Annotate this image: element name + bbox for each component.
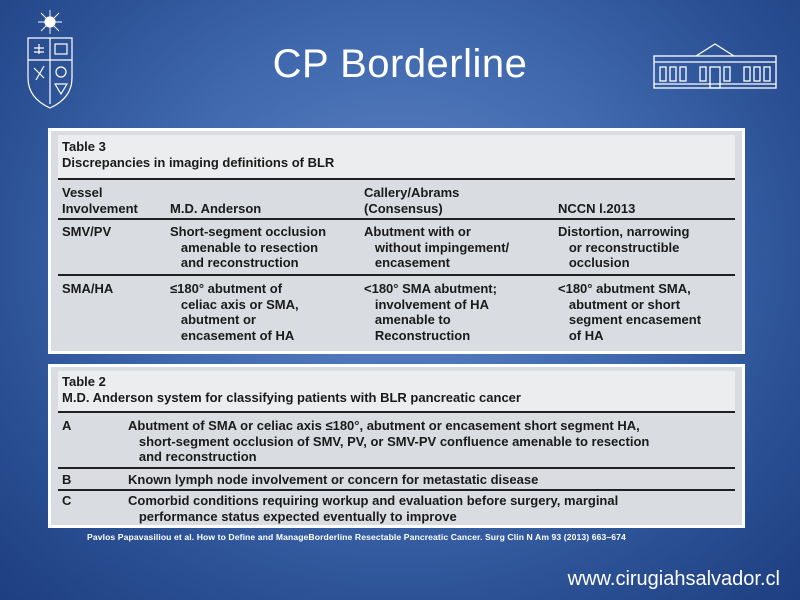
table-2-rule-a <box>58 467 735 469</box>
table-2-rule-b <box>58 489 735 491</box>
table-2-row-c-key: C <box>62 493 72 508</box>
table-3-row2-nccn: <180° abutment SMA, abutment or short segment encasement of HA <box>558 281 702 343</box>
table-2-row-c-text: Comorbid conditions requiring workup and evaluation before surgery, marginal performance status expected eventually to improve <box>128 493 619 524</box>
table-3 <box>58 135 735 347</box>
slide-title: CP Borderline <box>272 42 528 86</box>
table-2-row-b-text: Known lymph node involvement or concern for metastatic disease <box>128 472 539 487</box>
table-3-row2-vessel: SMA/HA <box>62 281 114 296</box>
table-2-label: Table 2 <box>62 374 106 389</box>
table-3-panel <box>48 128 745 354</box>
table-3-row1-callery: Abutment with or without impingement/ encasement <box>364 224 510 270</box>
table-3-header-mda: M.D. Anderson <box>170 201 262 216</box>
website-url: www.cirugiahsalvador.cl <box>567 568 780 590</box>
table-3-row2-mda: ≤180° abutment of celiac axis or SMA, abutment or encasement of HA <box>170 281 299 343</box>
table-3-header-vessel: Vessel Involvement <box>62 185 138 216</box>
table-2-row-a-key: A <box>62 418 72 433</box>
table-3-row1-nccn: Distortion, narrowing or reconstructible occlusion <box>558 224 690 270</box>
table-2-row-a-text: Abutment of SMA or celiac axis ≤180°, abutment or encasement short segment HA, short-segment occlusion of SMV, PV, or SMV-PV confluence amenable to resection and reconstruction <box>128 418 650 464</box>
table-3-row1-vessel: SMV/PV <box>62 224 112 239</box>
table-3-rule-row <box>58 274 735 276</box>
table-3-header-callery: Callery/Abrams (Consensus) <box>364 185 460 216</box>
citation: Pavlos Papavasiliou et al. How to Define and ManageBorderline Resectable Pancreatic Cancer. Surg Clin N Am 93 (2013) 663–674 <box>87 532 626 542</box>
table-3-label: Table 3 <box>62 139 106 154</box>
table-3-row1-mda: Short-segment occlusion amenable to resection and reconstruction <box>170 224 327 270</box>
table-2-row-b-key: B <box>62 472 72 487</box>
table-2-panel <box>48 364 745 528</box>
table-2-rule-top <box>58 411 735 413</box>
table-2 <box>58 371 735 524</box>
table-3-rule-top <box>58 178 735 180</box>
table-3-row2-callery: <180° SMA abutment; involvement of HA amenable to Reconstruction <box>364 281 497 343</box>
table-3-caption: Discrepancies in imaging definitions of BLR <box>62 155 335 170</box>
table-2-caption: M.D. Anderson system for classifying patients with BLR pancreatic cancer <box>62 390 521 405</box>
table-3-rule-header <box>58 218 735 220</box>
table-3-header-nccn: NCCN l.2013 <box>558 201 636 216</box>
